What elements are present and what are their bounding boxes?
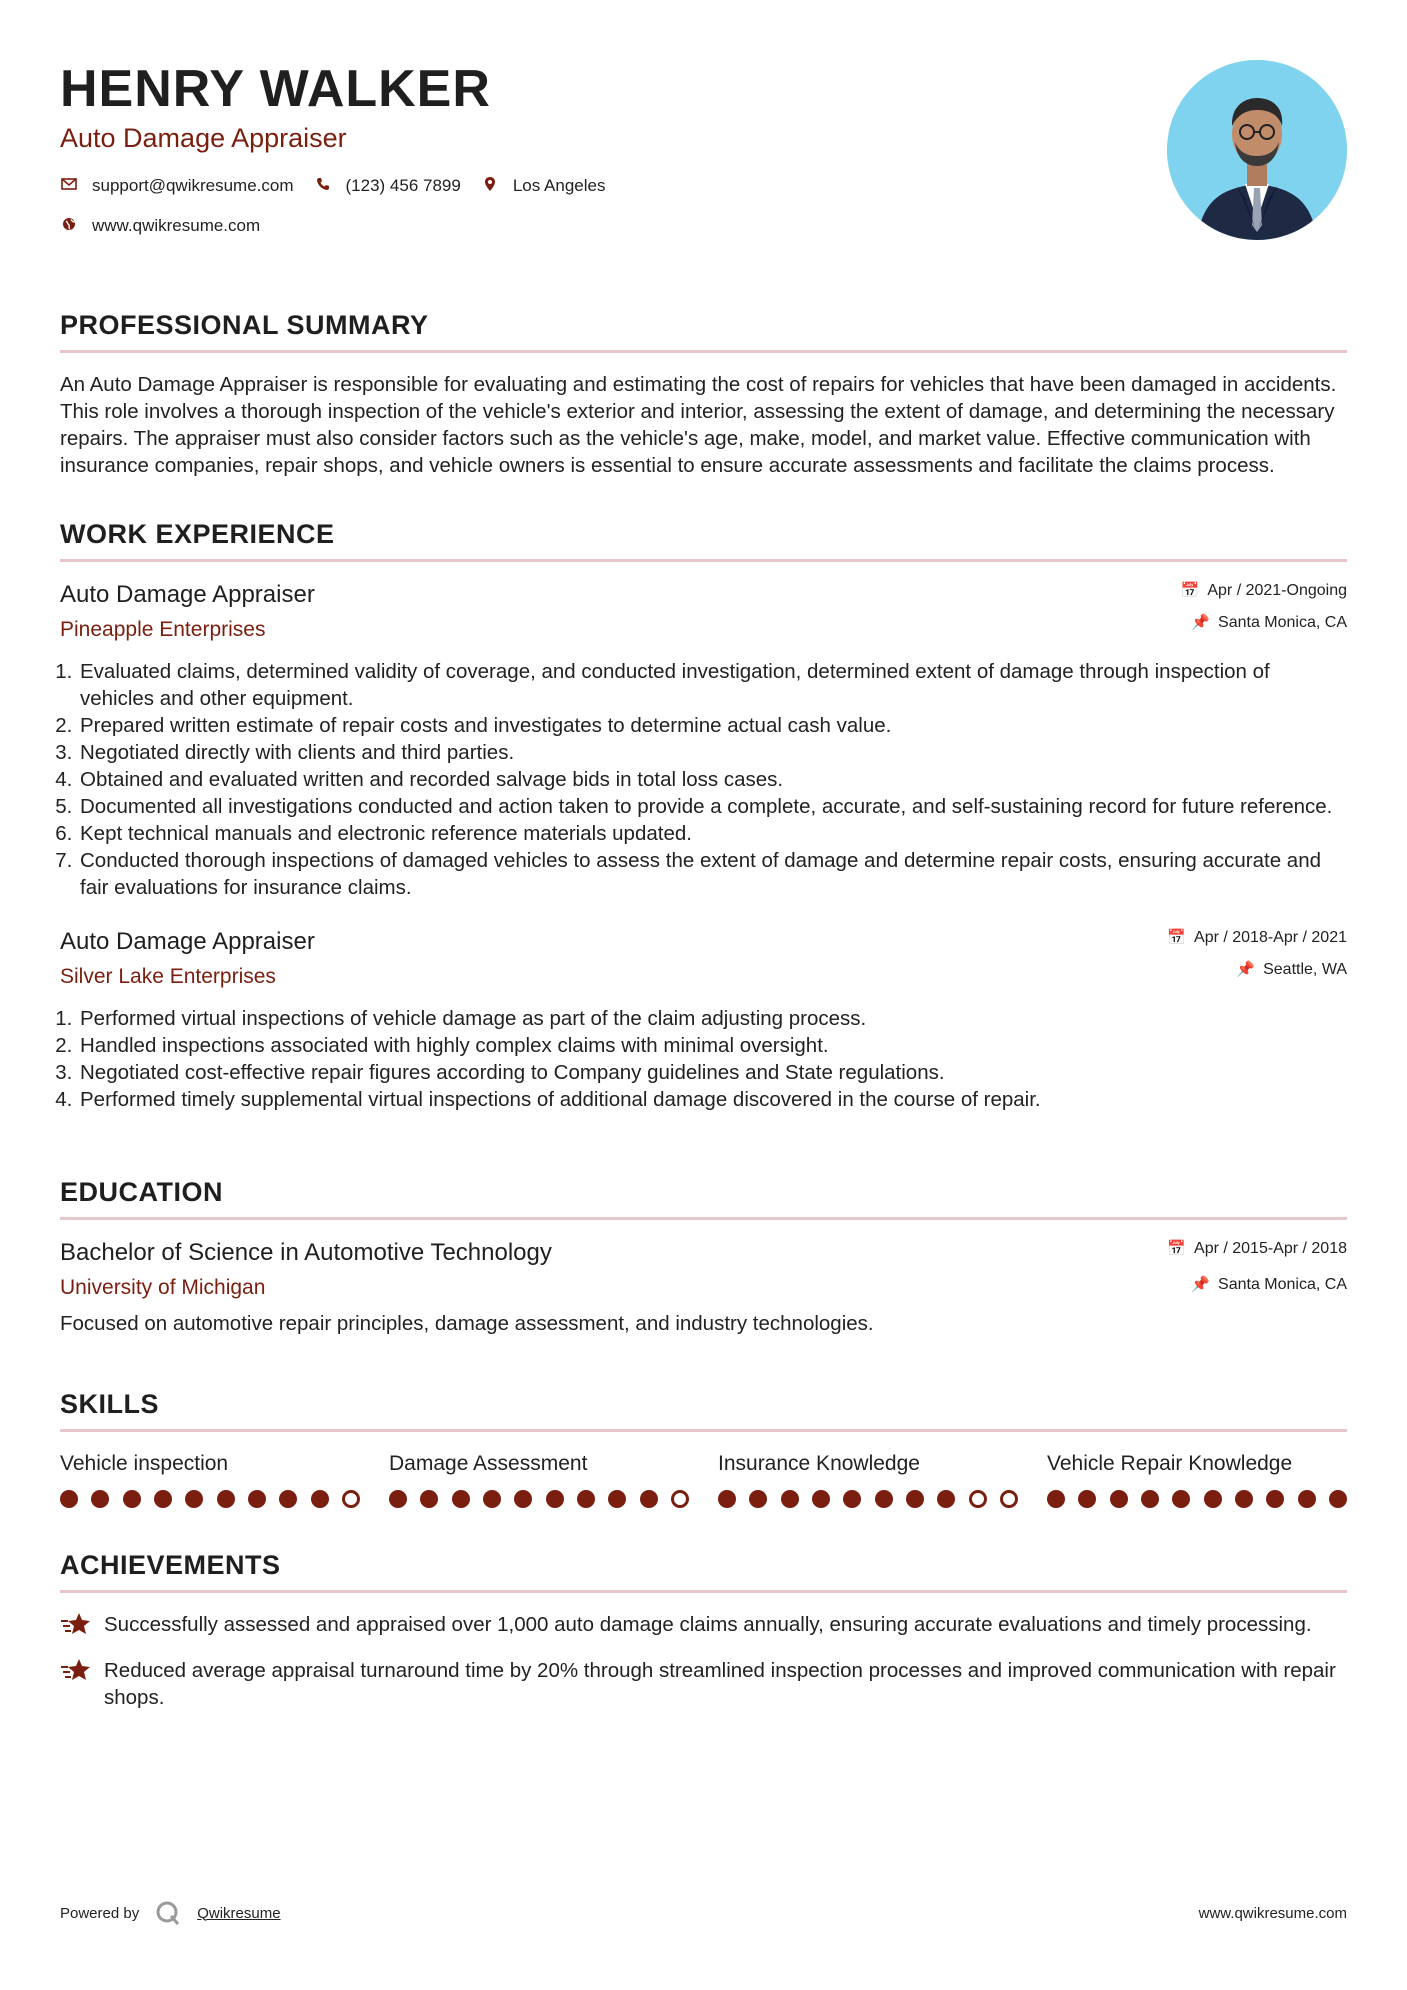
list-item: 6. Kept technical manuals and electronic reference materials updated. bbox=[78, 820, 1347, 847]
job-bullets bbox=[60, 1005, 1347, 1113]
rating-dot-filled bbox=[185, 1490, 203, 1508]
section-divider bbox=[60, 1590, 1347, 1593]
skills-heading: SKILLS bbox=[60, 1389, 160, 1419]
education-location: Santa Monica, CA bbox=[1218, 1276, 1347, 1293]
section-divider bbox=[60, 350, 1347, 353]
skill-rating bbox=[389, 1490, 689, 1508]
rating-dot-filled bbox=[1172, 1490, 1190, 1508]
rating-dot-filled bbox=[389, 1490, 407, 1508]
rating-dot-filled bbox=[217, 1490, 235, 1508]
contact-row-2 bbox=[60, 214, 1347, 238]
powered-by-label: Powered by bbox=[60, 1904, 140, 1922]
list-item: 2. Prepared written estimate of repair costs and investigates to determine actual cash value. bbox=[78, 712, 1347, 739]
rating-dot-filled bbox=[1235, 1490, 1253, 1508]
calendar-icon: 📅 bbox=[1180, 582, 1200, 599]
education-heading: EDUCATION bbox=[60, 1177, 223, 1207]
profile-photo bbox=[1167, 60, 1347, 240]
skills-list bbox=[60, 1450, 1347, 1508]
education-dates: Apr / 2015-Apr / 2018 bbox=[1194, 1240, 1347, 1257]
rating-dot-filled bbox=[154, 1490, 172, 1508]
list-item: 4. Performed timely supplemental virtual inspections of additional damage discovered in the course of repair. bbox=[78, 1086, 1347, 1113]
skills-section bbox=[60, 1387, 1347, 1508]
rating-dot-empty bbox=[342, 1490, 360, 1508]
candidate-title: Auto Damage Appraiser bbox=[60, 123, 347, 153]
powered-by bbox=[60, 1900, 281, 1926]
rating-dot-filled bbox=[937, 1490, 955, 1508]
rating-dot-filled bbox=[718, 1490, 736, 1508]
job-entry bbox=[60, 580, 1347, 901]
job-company: Pineapple Enterprises bbox=[60, 618, 266, 641]
contact-website[interactable] bbox=[60, 216, 260, 236]
degree-title: Bachelor of Science in Automotive Technology bbox=[60, 1239, 552, 1266]
job-title: Auto Damage Appraiser bbox=[60, 928, 315, 955]
calendar-icon: 📅 bbox=[1167, 929, 1187, 946]
list-item: 7. Conducted thorough inspections of damaged vehicles to assess the extent of damage and determine repair costs, ensuring accurate and fair evaluations for insurance claims. bbox=[78, 847, 1347, 901]
skill-rating bbox=[718, 1490, 1018, 1508]
achievements-section bbox=[60, 1548, 1347, 1711]
rating-dot-empty bbox=[671, 1490, 689, 1508]
education-section bbox=[60, 1175, 1347, 1337]
rating-dot-filled bbox=[514, 1490, 532, 1508]
summary-text: An Auto Damage Appraiser is responsible for evaluating and estimating the cost of repairs for vehicles that have been damaged in accidents. This role involves a thorough inspection of the vehicle's exterior and interior, assessing the extent of damage, and determining the necessary repairs. The appraiser must also consider factors such as the vehicle's age, make, model, and market value. Effective communication with insurance companies, repair shops, and vehicle owners is essential to ensure accurate assessments and facilitate the claims process. bbox=[60, 373, 1337, 477]
rating-dot-filled bbox=[248, 1490, 266, 1508]
rating-dot-filled bbox=[577, 1490, 595, 1508]
rating-dot-filled bbox=[483, 1490, 501, 1508]
rating-dot-filled bbox=[279, 1490, 297, 1508]
rating-dot-filled bbox=[91, 1490, 109, 1508]
rating-dot-filled bbox=[1141, 1490, 1159, 1508]
pushpin-icon: 📌 bbox=[1191, 614, 1211, 631]
job-location: Santa Monica, CA bbox=[1218, 614, 1347, 631]
pushpin-icon: 📌 bbox=[1191, 1276, 1211, 1293]
location-text: Los Angeles bbox=[512, 176, 606, 195]
map-pin-icon bbox=[481, 176, 499, 197]
footer bbox=[60, 1900, 1347, 1926]
experience-heading: WORK EXPERIENCE bbox=[60, 519, 335, 549]
achievement-text: Reduced average appraisal turnaround time by 20% through streamlined inspection processes and improved communication with repair shops. bbox=[104, 1659, 1336, 1709]
rating-dot-filled bbox=[812, 1490, 830, 1508]
list-item: 2. Handled inspections associated with highly complex claims with minimal oversight. bbox=[78, 1032, 1347, 1059]
phone-text: (123) 456 7899 bbox=[345, 176, 461, 195]
skill-rating bbox=[1047, 1490, 1347, 1508]
rating-dot-filled bbox=[843, 1490, 861, 1508]
job-title: Auto Damage Appraiser bbox=[60, 581, 315, 608]
job-bullets bbox=[60, 658, 1347, 901]
rating-dot-filled bbox=[640, 1490, 658, 1508]
skill-name: Vehicle Repair Knowledge bbox=[1047, 1452, 1293, 1475]
footer-website[interactable]: www.qwikresume.com bbox=[1198, 1904, 1347, 1922]
website-text: www.qwikresume.com bbox=[92, 216, 261, 235]
rating-dot-filled bbox=[1078, 1490, 1096, 1508]
job-entry bbox=[60, 927, 1347, 1113]
phone-icon bbox=[314, 177, 332, 196]
star-icon bbox=[60, 1611, 104, 1643]
job-company: Silver Lake Enterprises bbox=[60, 965, 276, 988]
header bbox=[60, 60, 1347, 260]
list-item: 1. Performed virtual inspections of vehicle damage as part of the claim adjusting process. bbox=[78, 1005, 1347, 1032]
contact-phone[interactable] bbox=[314, 176, 461, 196]
calendar-icon: 📅 bbox=[1167, 1240, 1187, 1257]
star-icon bbox=[60, 1657, 104, 1689]
job-dates: Apr / 2018-Apr / 2021 bbox=[1194, 929, 1347, 946]
achievement-item bbox=[60, 1611, 1347, 1643]
skill-name: Insurance Knowledge bbox=[718, 1452, 920, 1475]
rating-dot-filled bbox=[546, 1490, 564, 1508]
job-dates: Apr / 2021-Ongoing bbox=[1207, 582, 1347, 599]
rating-dot-filled bbox=[906, 1490, 924, 1508]
candidate-name: HENRY WALKER bbox=[60, 60, 491, 118]
skill-item bbox=[60, 1450, 360, 1508]
job-location: Seattle, WA bbox=[1263, 961, 1347, 978]
skill-name: Vehicle inspection bbox=[60, 1452, 229, 1475]
rating-dot-filled bbox=[781, 1490, 799, 1508]
rating-dot-filled bbox=[1266, 1490, 1284, 1508]
achievement-text: Successfully assessed and appraised over 1,000 auto damage claims annually, ensuring accurate evaluations and timely processing. bbox=[104, 1613, 1312, 1636]
rating-dot-filled bbox=[875, 1490, 893, 1508]
contact-location bbox=[481, 176, 606, 197]
list-item: 1. Evaluated claims, determined validity of coverage, and conducted investigation, determined extent of damage through inspection of vehicles and other equipment. bbox=[78, 658, 1347, 712]
rating-dot-filled bbox=[1110, 1490, 1128, 1508]
rating-dot-filled bbox=[608, 1490, 626, 1508]
rating-dot-filled bbox=[311, 1490, 329, 1508]
rating-dot-filled bbox=[60, 1490, 78, 1508]
contact-email[interactable] bbox=[60, 176, 294, 196]
envelope-icon bbox=[60, 177, 78, 195]
qwikresume-logo-icon bbox=[155, 1900, 181, 1926]
experience-section bbox=[60, 517, 1347, 1113]
section-divider bbox=[60, 1429, 1347, 1432]
list-item: 3. Negotiated cost-effective repair figures according to Company guidelines and State regulations. bbox=[78, 1059, 1347, 1086]
pushpin-icon: 📌 bbox=[1236, 961, 1256, 978]
summary-heading: PROFESSIONAL SUMMARY bbox=[60, 310, 429, 340]
rating-dot-filled bbox=[1329, 1490, 1347, 1508]
list-item: 4. Obtained and evaluated written and recorded salvage bids in total loss cases. bbox=[78, 766, 1347, 793]
rating-dot-filled bbox=[123, 1490, 141, 1508]
section-divider bbox=[60, 559, 1347, 562]
skill-name: Damage Assessment bbox=[389, 1452, 588, 1475]
skill-item bbox=[1047, 1450, 1347, 1508]
globe-icon bbox=[60, 217, 78, 236]
achievement-item bbox=[60, 1657, 1347, 1711]
list-item: 3. Negotiated directly with clients and third parties. bbox=[78, 739, 1347, 766]
skill-item bbox=[389, 1450, 689, 1508]
rating-dot-empty bbox=[1000, 1490, 1018, 1508]
brand-link[interactable]: Qwikresume bbox=[197, 1904, 281, 1922]
email-text: support@qwikresume.com bbox=[92, 176, 294, 195]
achievements-heading: ACHIEVEMENTS bbox=[60, 1550, 281, 1580]
rating-dot-filled bbox=[420, 1490, 438, 1508]
rating-dot-filled bbox=[1204, 1490, 1222, 1508]
skill-item bbox=[718, 1450, 1018, 1508]
rating-dot-filled bbox=[1298, 1490, 1316, 1508]
list-item: 5. Documented all investigations conducted and action taken to provide a complete, accurate, and self-sustaining record for future reference. bbox=[78, 793, 1347, 820]
rating-dot-empty bbox=[969, 1490, 987, 1508]
contact-row bbox=[60, 174, 1347, 198]
section-divider bbox=[60, 1217, 1347, 1220]
rating-dot-filled bbox=[749, 1490, 767, 1508]
rating-dot-filled bbox=[452, 1490, 470, 1508]
skill-rating bbox=[60, 1490, 360, 1508]
school-name: University of Michigan bbox=[60, 1276, 266, 1299]
rating-dot-filled bbox=[1047, 1490, 1065, 1508]
education-description: Focused on automotive repair principles, damage assessment, and industry technologies. bbox=[60, 1312, 874, 1335]
summary-section bbox=[60, 308, 1347, 479]
